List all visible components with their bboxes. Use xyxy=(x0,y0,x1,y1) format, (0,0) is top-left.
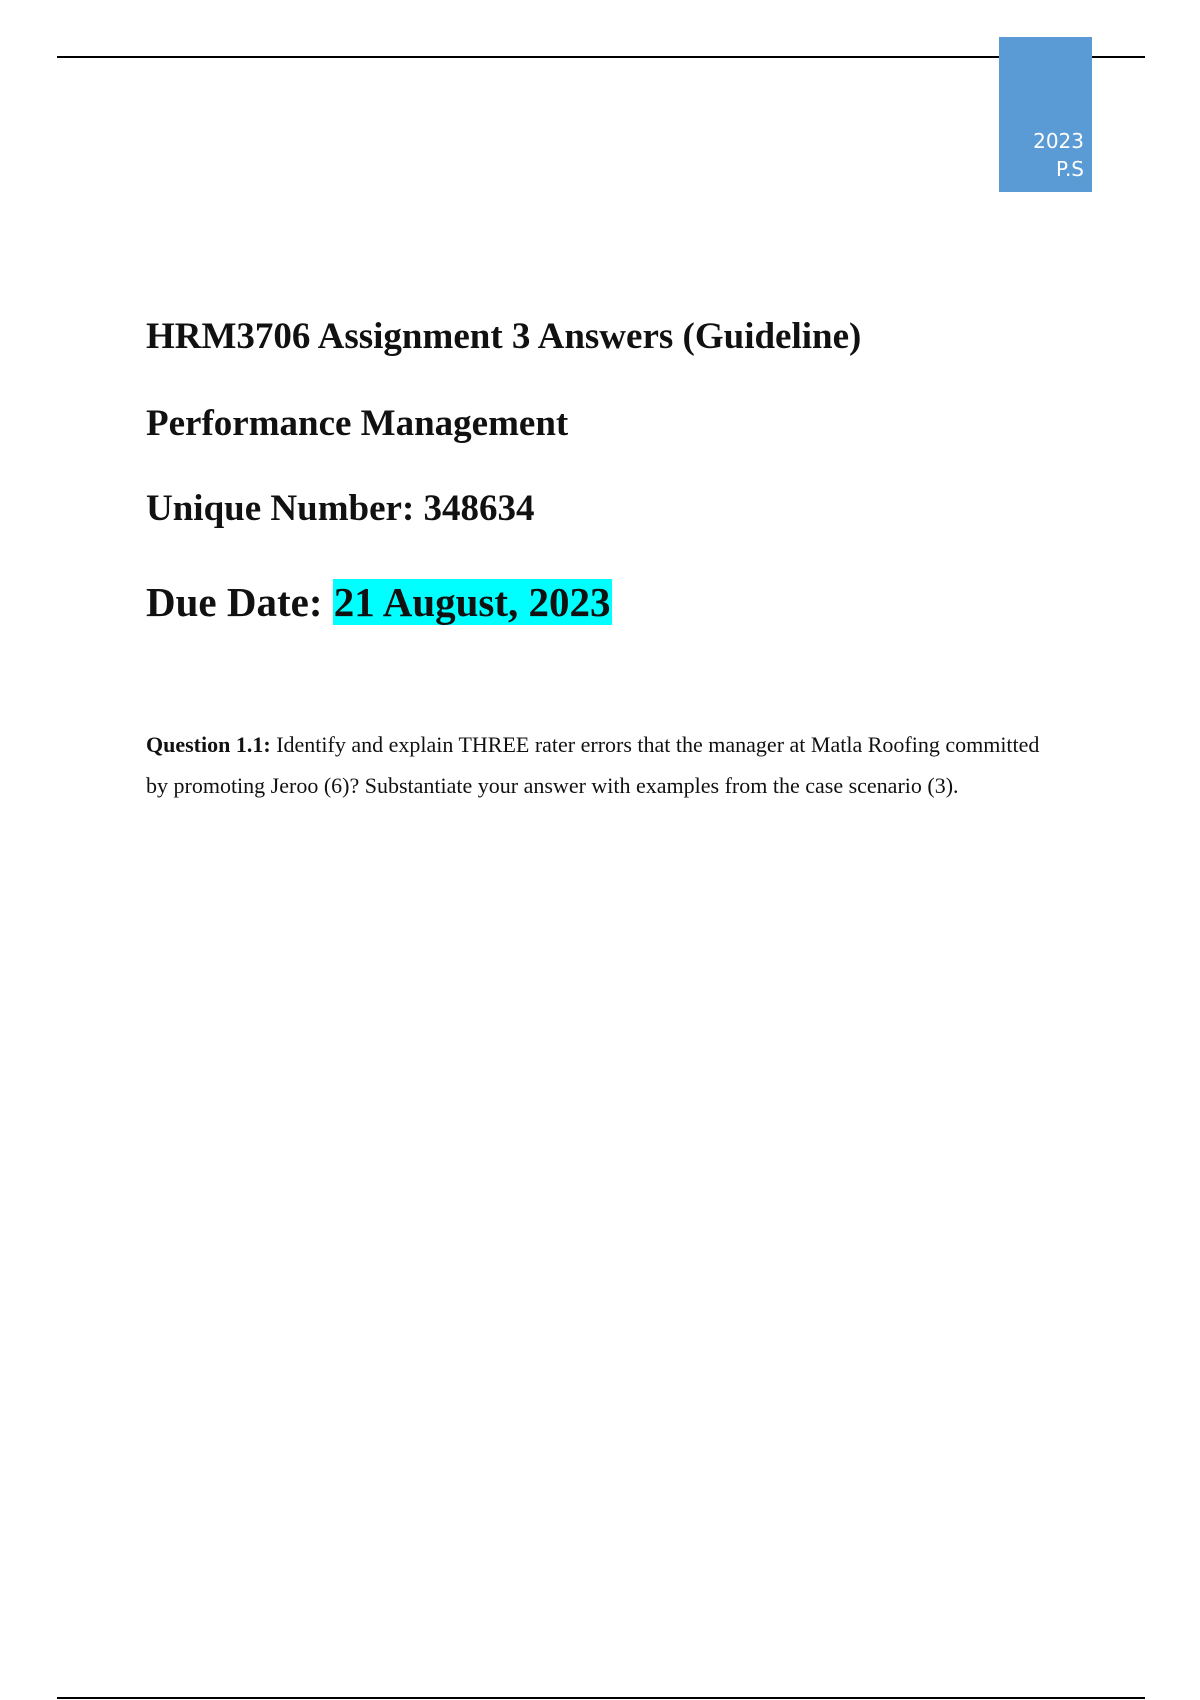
due-date-value: 21 August, 2023 xyxy=(333,579,611,625)
unique-number: Unique Number: 348634 xyxy=(146,488,535,529)
bottom-rule xyxy=(57,1697,1145,1699)
course-title: HRM3706 Assignment 3 Answers (Guideline) xyxy=(146,316,862,357)
question-text: Identify and explain THREE rater errors that the manager at Matla Roofing committed by promoting Jeroo (6)? Substantiate your answer with examples from the case scenario (3). xyxy=(146,732,1040,798)
question-label: Question 1.1: xyxy=(146,732,271,757)
due-date-label: Due Date: xyxy=(146,579,323,625)
due-date-line xyxy=(146,577,612,627)
year-tab-initials: P.S xyxy=(1056,157,1084,181)
subject-title: Performance Management xyxy=(146,403,569,444)
year-tab-year: 2023 xyxy=(1033,129,1084,153)
year-tab xyxy=(999,37,1092,192)
question-1-1 xyxy=(146,724,1046,806)
top-rule xyxy=(57,56,1145,58)
